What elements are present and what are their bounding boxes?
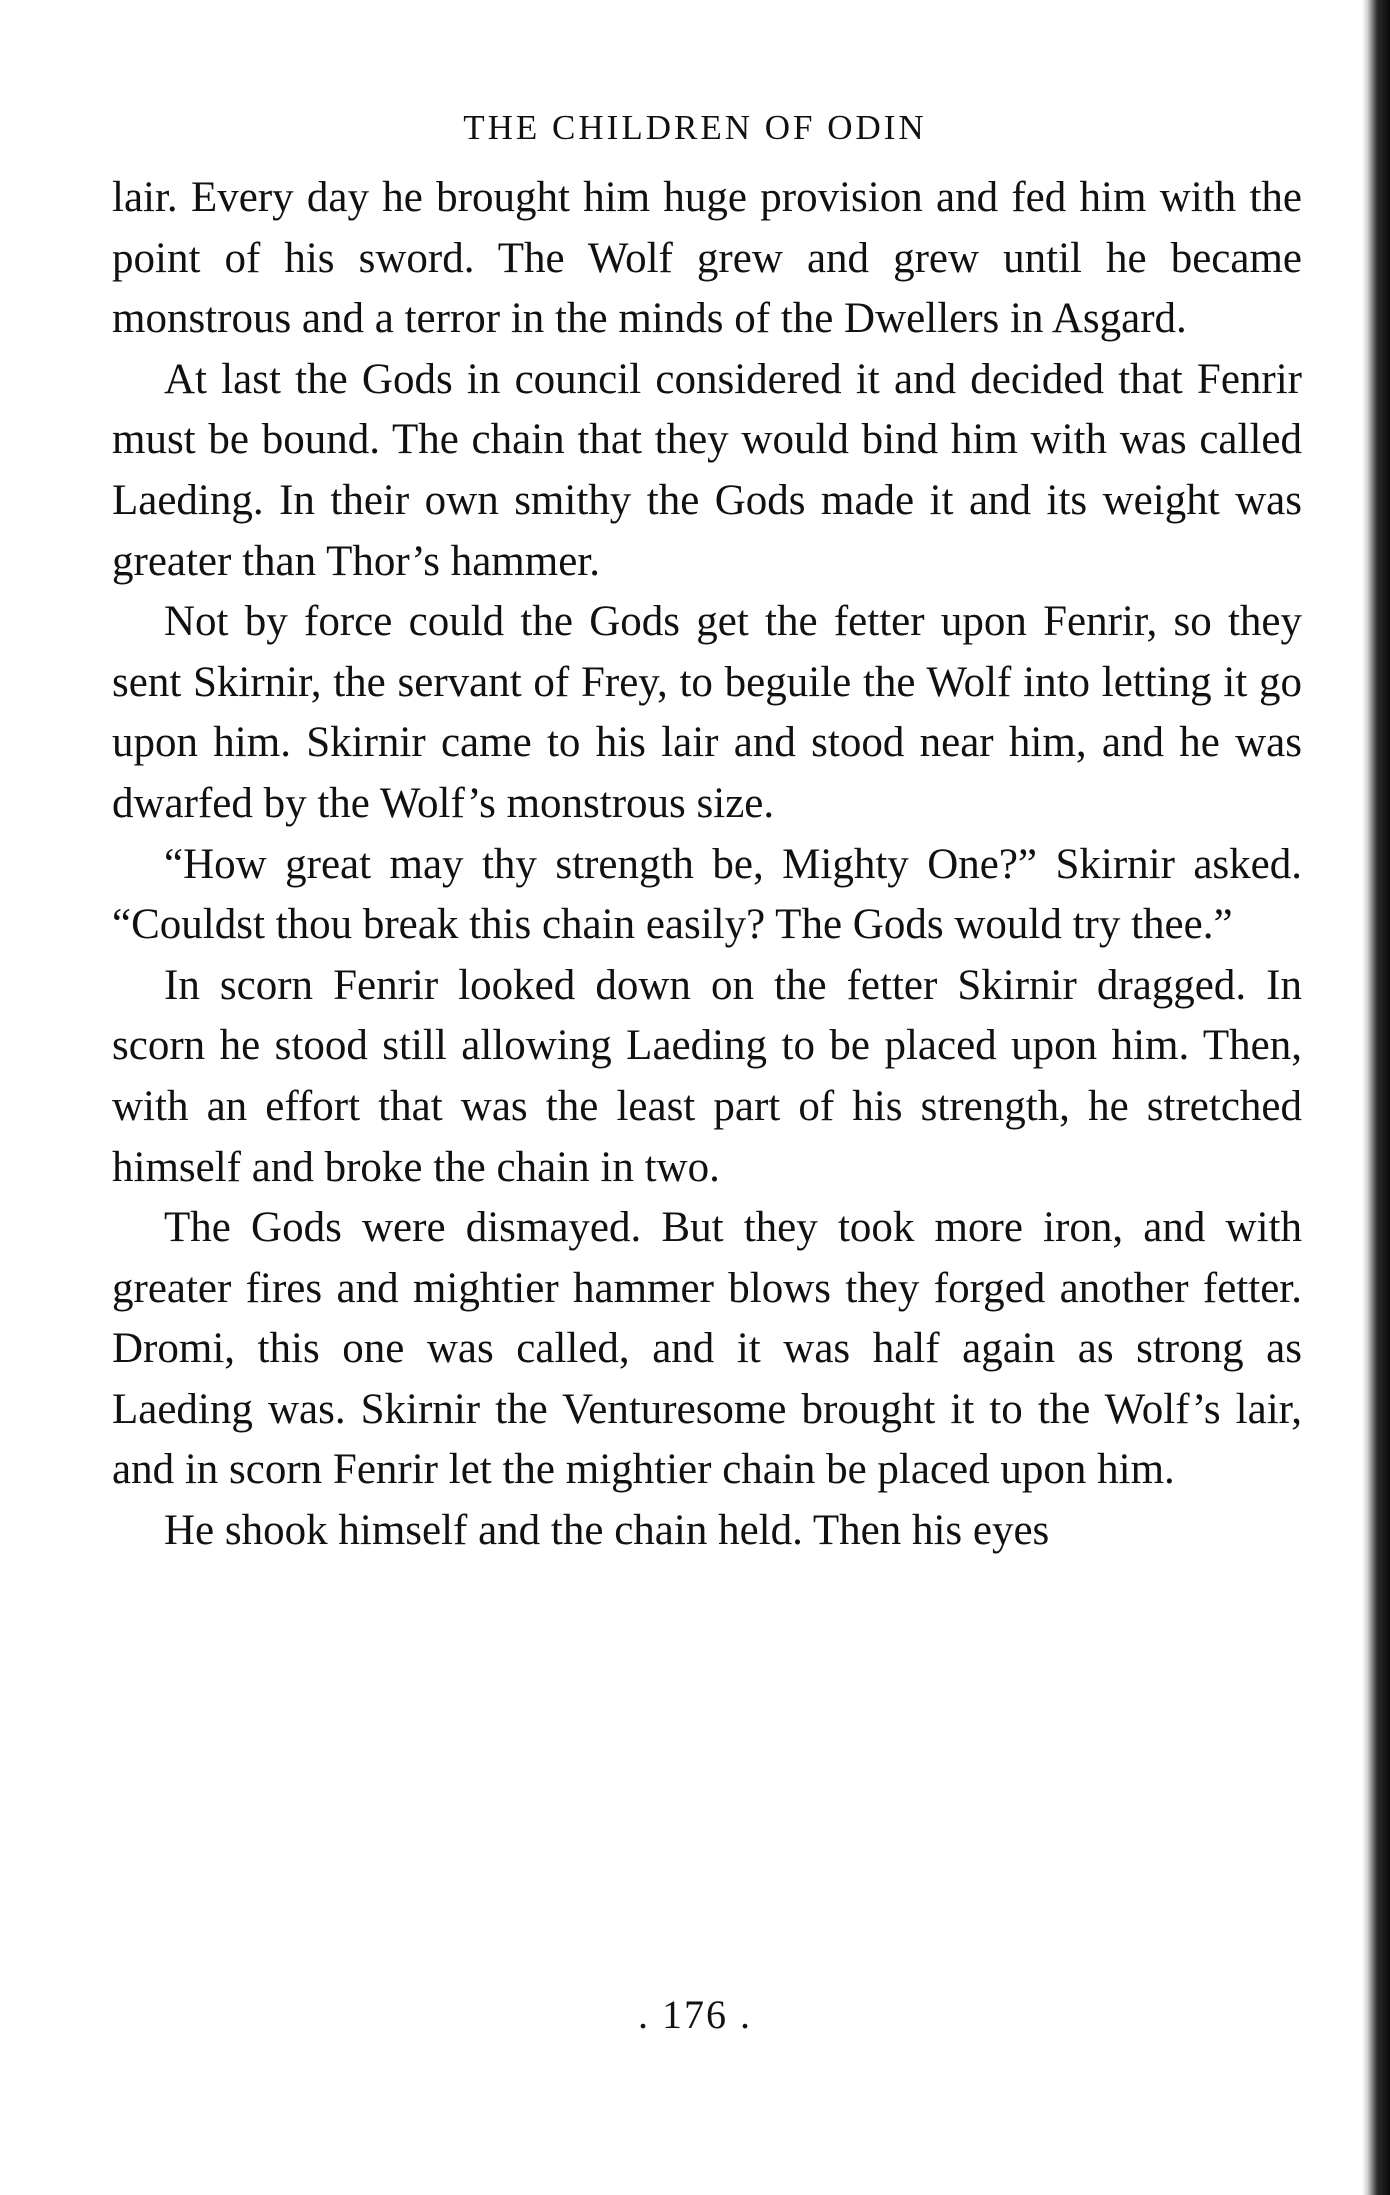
paragraph-7: He shook himself and the chain held. Then his eyes xyxy=(164,1507,1050,1555)
paragraph-1: lair. Every day he brought him huge provision and fed him with the point of his sword. The Wolf grew and grew until he became monstrous and a terror in the minds of the Dwellers in Asgard. xyxy=(112,174,1302,343)
running-head: THE CHILDREN OF ODIN xyxy=(463,108,927,147)
paragraph-3: Not by force could the Gods get the fetter upon Fenrir, so they sent Skirnir, the servant of Frey, to beguile the Wolf into letting it go upon him. Skirnir came to his lair and stood near him, and he was dwarfed by the Wolf’s monstrous size. xyxy=(112,598,1302,827)
paragraph-2: At last the Gods in council considered it and decided that Fenrir must be bound. The chain that they would bind him with was called Laeding. In their own smithy the Gods made it and its weight was greater than Thor’s hammer. xyxy=(112,355,1302,585)
paragraph-5: In scorn Fenrir looked down on the fetter Skirnir dragged. In scorn he stood still allowing Laeding to be placed upon him. Then, with an effort that was the least part of his strength, he stretched himself and broke the chain in two. xyxy=(112,961,1302,1191)
body-text xyxy=(112,168,1302,1562)
paragraph-6: The Gods were dismayed. But they took more iron, and with greater fires and mightier hammer blows they forged another fetter. Dromi, this one was called, and it was half again as strong as Laeding was. Skirnir the Venturesome brought it to the Wolf’s lair, and in scorn Fenrir let the mightier chain be placed upon him. xyxy=(112,1204,1302,1494)
paragraph-4: “How great may thy strength be, Mighty One?” Skirnir asked. “Couldst thou break this chain easily? The Gods would try thee.” xyxy=(112,840,1302,949)
page-edge-shadow xyxy=(1362,0,1390,2195)
page-number: . 176 . xyxy=(638,1992,752,2037)
